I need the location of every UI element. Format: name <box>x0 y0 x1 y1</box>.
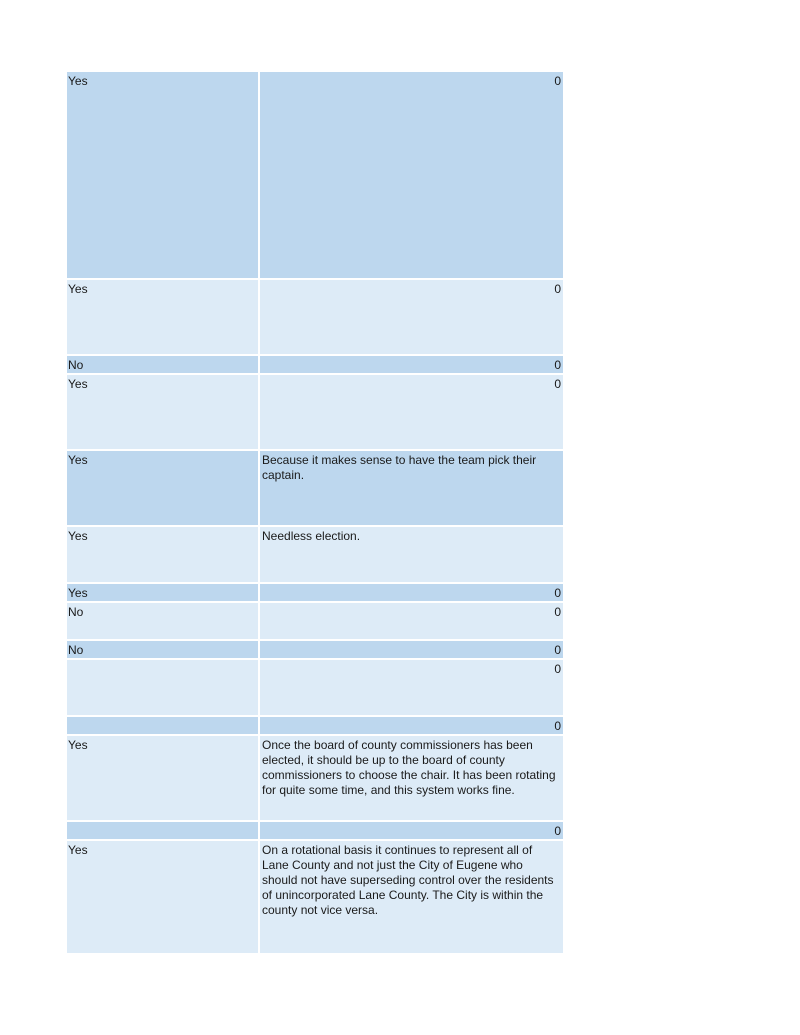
table-body <box>67 72 563 955</box>
table-row <box>67 451 563 527</box>
table-row <box>67 280 563 356</box>
table-row <box>67 822 563 841</box>
answer-cell[interactable] <box>67 822 260 841</box>
answer-cell[interactable] <box>67 717 260 736</box>
table-row <box>67 375 563 451</box>
table-row <box>67 717 563 736</box>
answer-cell[interactable]: Yes <box>67 375 260 451</box>
comment-cell[interactable]: On a rotational basis it continues to represent all of Lane County and not just the City of Eugene who should not have superseding control over the residents of unincorporated Lane County. The City is within the county not vice versa. <box>260 841 563 955</box>
answer-cell[interactable]: Yes <box>67 527 260 584</box>
answer-cell[interactable]: Yes <box>67 280 260 356</box>
comment-cell[interactable]: 0 <box>260 356 563 375</box>
answer-cell[interactable]: Yes <box>67 451 260 527</box>
comment-cell[interactable]: Because it makes sense to have the team pick their captain. <box>260 451 563 527</box>
answer-cell[interactable]: Yes <box>67 736 260 822</box>
comment-cell[interactable]: Needless election. <box>260 527 563 584</box>
table-row <box>67 603 563 641</box>
table-row <box>67 356 563 375</box>
comment-cell[interactable]: 0 <box>260 603 563 641</box>
comment-cell[interactable]: 0 <box>260 584 563 603</box>
comment-cell[interactable]: 0 <box>260 72 563 280</box>
survey-responses-table <box>67 72 563 955</box>
answer-cell[interactable]: No <box>67 603 260 641</box>
comment-cell[interactable]: 0 <box>260 280 563 356</box>
answer-cell[interactable] <box>67 660 260 717</box>
answer-cell[interactable]: Yes <box>67 584 260 603</box>
comment-cell[interactable]: 0 <box>260 641 563 660</box>
table-row <box>67 660 563 717</box>
answer-cell[interactable]: Yes <box>67 841 260 955</box>
comment-cell[interactable]: 0 <box>260 717 563 736</box>
table-row <box>67 72 563 280</box>
comment-cell[interactable]: 0 <box>260 822 563 841</box>
table-row <box>67 527 563 584</box>
comment-cell[interactable]: 0 <box>260 375 563 451</box>
table-row <box>67 584 563 603</box>
comment-cell[interactable]: Once the board of county commissioners has been elected, it should be up to the board of county commissioners to choose the chair. It has been rotating for quite some time, and this system works fine. <box>260 736 563 822</box>
answer-cell[interactable]: Yes <box>67 72 260 280</box>
table-row <box>67 736 563 822</box>
table-row <box>67 841 563 955</box>
table-row <box>67 641 563 660</box>
comment-cell[interactable]: 0 <box>260 660 563 717</box>
answer-cell[interactable]: No <box>67 356 260 375</box>
answer-cell[interactable]: No <box>67 641 260 660</box>
